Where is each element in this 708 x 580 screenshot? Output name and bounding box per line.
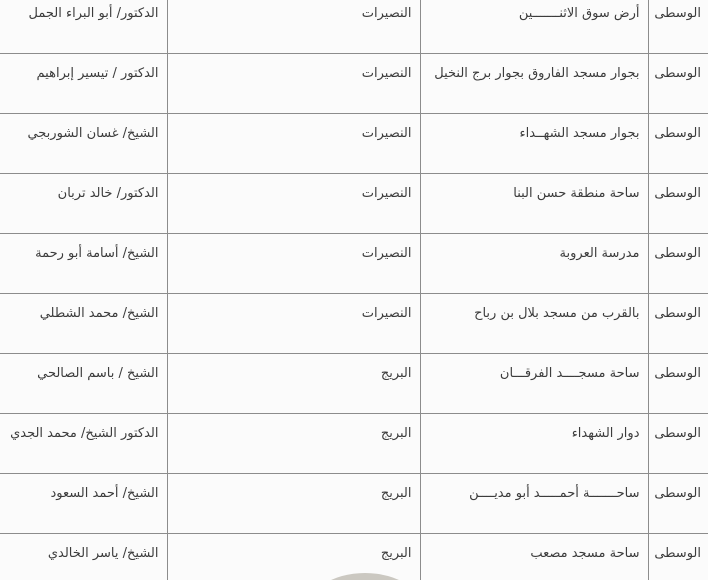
cell-location: بجوار مسجد الفاروق بجوار برج النخيل	[420, 54, 648, 114]
cell-area: النصيرات	[167, 234, 420, 294]
cell-speaker: الشيخ/ ياسر الخالدي	[0, 534, 167, 580]
cell-governorate: الوسطى	[648, 414, 708, 474]
cell-speaker: الدكتور الشيخ/ محمد الجدي	[0, 414, 167, 474]
cell-area: النصيرات	[167, 114, 420, 174]
cell-location: ساحة منطقة حسن البنا	[420, 174, 648, 234]
cell-governorate: الوسطى	[648, 294, 708, 354]
cell-speaker: الشيخ/ محمد الشطلي	[0, 294, 167, 354]
cell-governorate: الوسطى	[648, 114, 708, 174]
cell-location: أرض سوق الاثنـــــــين	[420, 0, 648, 54]
cell-location: دوار الشهداء	[420, 414, 648, 474]
table-row	[0, 354, 708, 414]
cell-governorate: الوسطى	[648, 234, 708, 294]
cell-speaker: الدكتور / تيسير إبراهيم	[0, 54, 167, 114]
cell-speaker: الشيخ / باسم الصالحي	[0, 354, 167, 414]
table-row	[0, 474, 708, 534]
cell-location: ساحـــــــة أحمـــــد أبو مديــــن	[420, 474, 648, 534]
table-row	[0, 0, 708, 54]
cell-area: النصيرات	[167, 174, 420, 234]
cell-governorate: الوسطى	[648, 54, 708, 114]
table-row	[0, 114, 708, 174]
cell-speaker: الدكتور/ أبو البراء الجمل	[0, 0, 167, 54]
cell-location: مدرسة العروبة	[420, 234, 648, 294]
cell-speaker: الشيخ/ أحمد السعود	[0, 474, 167, 534]
table-row	[0, 414, 708, 474]
cell-area: النصيرات	[167, 294, 420, 354]
cell-location: بالقرب من مسجد بلال بن رباح	[420, 294, 648, 354]
cell-area: البريج	[167, 474, 420, 534]
cell-speaker: الشيخ/ أسامة أبو رحمة	[0, 234, 167, 294]
cell-area: البريج	[167, 414, 420, 474]
table-row	[0, 174, 708, 234]
cell-area: النصيرات	[167, 54, 420, 114]
cell-governorate: الوسطى	[648, 174, 708, 234]
cell-governorate: الوسطى	[648, 0, 708, 54]
cell-location: بجوار مسجد الشهــداء	[420, 114, 648, 174]
cell-speaker: الدكتور/ خالد تربان	[0, 174, 167, 234]
cell-location: ساحة مسجد مصعب	[420, 534, 648, 580]
table-row	[0, 234, 708, 294]
cell-area: البريج	[167, 354, 420, 414]
cell-governorate: الوسطى	[648, 354, 708, 414]
table-row	[0, 294, 708, 354]
cell-area: البريج	[167, 534, 420, 580]
cell-governorate: الوسطى	[648, 534, 708, 580]
cell-speaker: الشيخ/ غسان الشوربجي	[0, 114, 167, 174]
cell-area: النصيرات	[167, 0, 420, 54]
cell-governorate: الوسطى	[648, 474, 708, 534]
cell-location: ساحة مسجــــد الفرقـــان	[420, 354, 648, 414]
table-row	[0, 54, 708, 114]
